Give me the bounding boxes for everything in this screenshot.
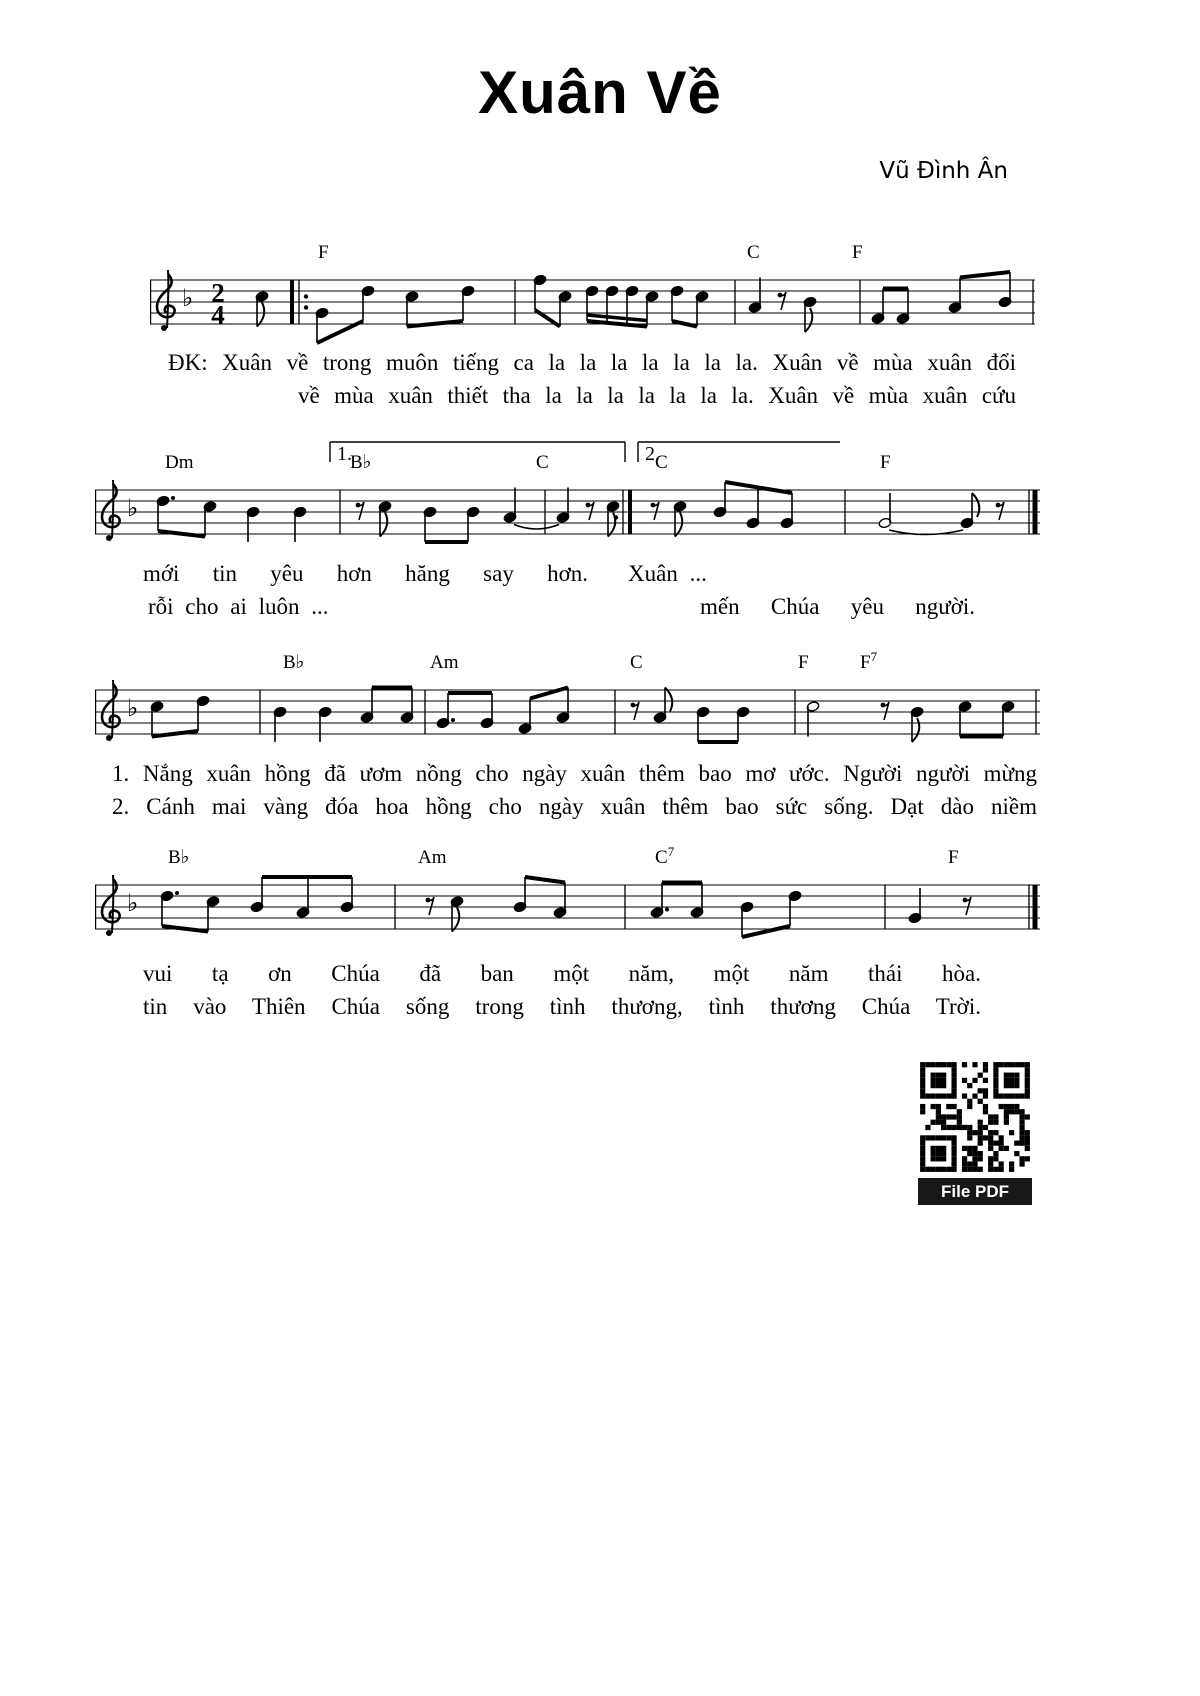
svg-text:♭: ♭: [127, 494, 139, 522]
staff-system-1: [150, 222, 1035, 352]
svg-text:4: 4: [211, 300, 225, 330]
lyric-refrain-line-1: ĐK: Xuân về trong muôn tiếng ca la la la la la la la. Xuân về mùa xuân đổi: [168, 350, 1016, 375]
qr-code: [918, 1060, 1032, 1174]
svg-text:F: F: [880, 452, 891, 473]
lyric-interlude-line-2a: rỗi cho ai luôn ...: [148, 594, 329, 619]
staff-system-4: [95, 827, 1040, 957]
svg-text:B♭: B♭: [350, 452, 372, 473]
svg-text:♭: ♭: [127, 694, 139, 722]
staff-system-2: [95, 432, 1040, 562]
svg-text:Am: Am: [430, 652, 459, 673]
lyric-verse-2: 2. Cánh mai vàng đóa hoa hồng cho ngày xuân thêm bao sức sống. Dạt dào niềm: [112, 794, 1037, 819]
lyric-coda-line-2: tin vào Thiên Chúa sống trong tình thương, tình thương Chúa Trời.: [143, 994, 981, 1019]
lyric-coda-line-1: vui tạ ơn Chúa đã ban một năm, một năm thái hòa.: [143, 961, 981, 986]
svg-text:Am: Am: [418, 847, 447, 868]
staff-system-3: [95, 632, 1040, 762]
svg-text:C: C: [536, 452, 549, 473]
svg-text:C: C: [630, 652, 643, 673]
svg-text:2: 2: [211, 278, 225, 308]
svg-text:F: F: [798, 652, 809, 673]
svg-text:C: C: [747, 242, 760, 263]
svg-text:1.: 1.: [337, 443, 352, 465]
svg-text:Dm: Dm: [165, 452, 194, 473]
svg-text:F: F: [318, 242, 329, 263]
composer-name: Vũ Đình Ân: [879, 158, 1008, 184]
lyric-refrain-line-2: về mùa xuân thiết tha la la la la la la la. Xuân về mùa xuân cứu: [298, 383, 1016, 408]
qr-block: [918, 1060, 1032, 1205]
svg-text:♭: ♭: [127, 889, 139, 917]
svg-text:F7: $F^7$: [860, 649, 878, 673]
lyric-verse-1: 1. Nắng xuân hồng đã ươm nồng cho ngày xuân thêm bao mơ ước. Người người mừng: [112, 761, 1037, 786]
page-title: Xuân Về: [478, 59, 722, 126]
svg-text:2.: 2.: [645, 443, 660, 465]
svg-text:B♭: B♭: [283, 652, 305, 673]
svg-text:C: C: [655, 452, 668, 473]
lyric-interlude-line-1a: mới tin yêu hơn hăng say hơn.: [143, 561, 588, 586]
lyric-interlude-line-1b: Xuân ...: [628, 561, 707, 586]
svg-text:F: F: [948, 847, 959, 868]
file-pdf-badge[interactable]: File PDF: [918, 1178, 1032, 1205]
lyric-interlude-line-2b: mến Chúa yêu người.: [700, 594, 975, 619]
svg-text:B♭: B♭: [168, 847, 190, 868]
svg-text:♭: ♭: [182, 284, 194, 312]
svg-text:F: F: [852, 242, 863, 263]
svg-text:C7: $C^7$: [655, 844, 675, 868]
